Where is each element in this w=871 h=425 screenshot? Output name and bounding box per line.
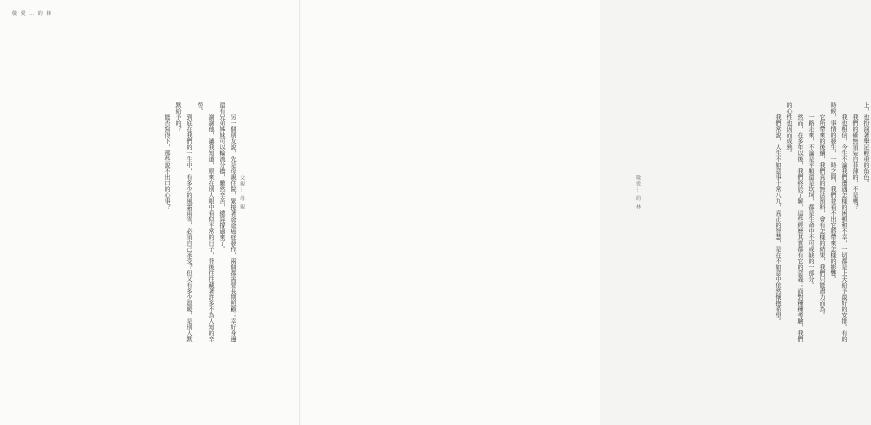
paragraph: 能否寫得下，那些說不出口的心事？	[163, 114, 170, 210]
paragraph: 我也相信，今生不論我們遭遇怎樣的困頓和不幸，一切都是上天給予最好的安排。有的時候，事情的發生，一時之間，我們並看不出它將帶來怎樣的影響。	[829, 102, 847, 342]
paragraph: 我們常說，人生不如意事十常八九，真正的智慧，是在不如意中依然懷抱希望。	[774, 114, 781, 324]
paragraph: 它所帶來的後續，我們真的無法預料，會有怎樣的結果，我們只能盡力而為。	[818, 114, 825, 318]
left-page	[0, 0, 299, 425]
paragraph: 我們的確無須妄自菲薄的，不是嗎？	[851, 114, 858, 210]
paragraph: 一路走來，不論是平順還是坎坷，都是生命中不可或缺的一部分。	[807, 114, 814, 288]
paragraph: 謝謝他，讓我知道，原來在別人眼中看似平常的日子，背後往往藏著許多不為人知的辛勞。	[196, 102, 214, 342]
paragraph: 上，也扮演著舉足輕重的角色。	[862, 102, 869, 186]
right-body-text	[656, 102, 871, 347]
right-folio: 敬愛… 的 林	[635, 175, 641, 211]
left-folio: 父親… 母 親	[239, 175, 245, 211]
paragraph: 另一個朋友說，先是母親住院，緊接著爸爸癌症發作，兩個都需要長期照顧；幸好身邊還有兄弟姊妹可以輪流分擔，雖然辛苦，總算撐過來了。	[218, 102, 236, 342]
right-page	[301, 0, 869, 425]
left-body-text	[33, 102, 238, 347]
running-header: 敬 愛 … 的 林	[12, 11, 53, 17]
paragraph: 到底在我們的一生中，有多少的風霜雨雪，必須自己承受？但又有多少溫暖，是別人默默給予的？	[174, 102, 192, 342]
paragraph: 然而，在多年以後，我們終於了解，這些經歷其實都有它的意義；面對種種考驗，我們的心性也因而成熟。	[785, 102, 803, 342]
